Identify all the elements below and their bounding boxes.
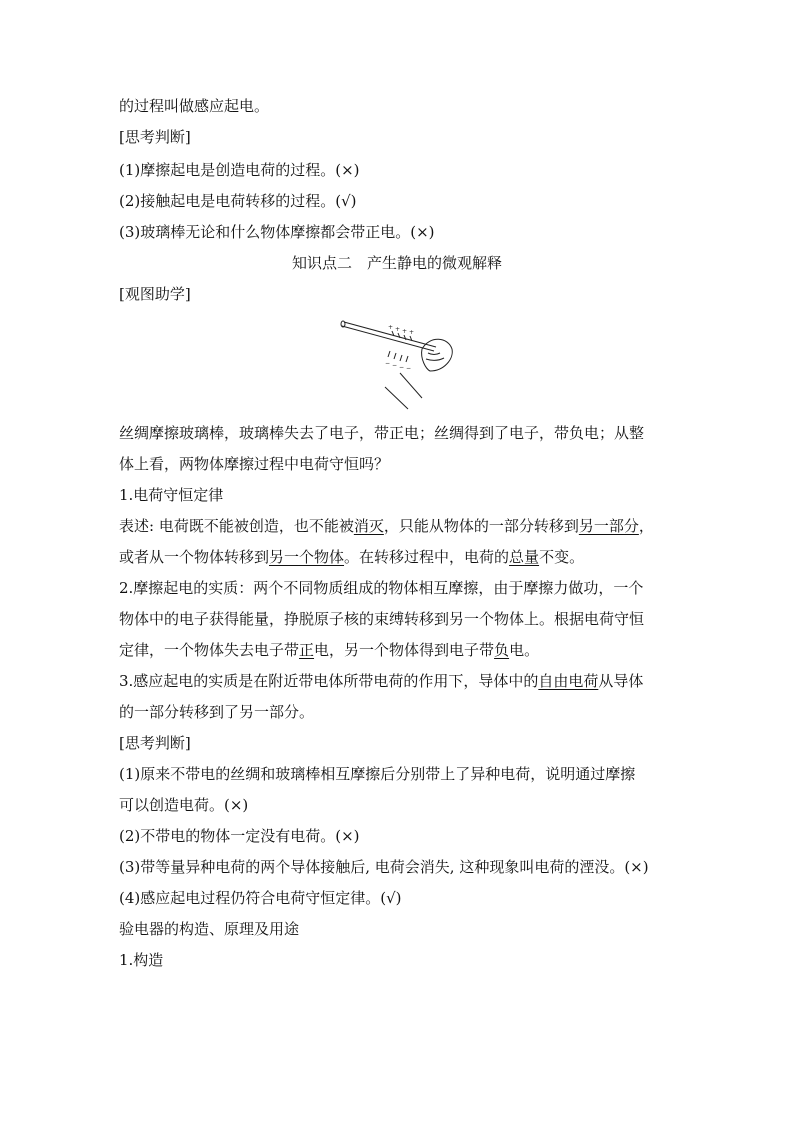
friction-essence-3: 定律，一个物体失去电子带正电，另一个物体得到电子带负电。 xyxy=(119,641,540,659)
conservation-statement-2: 或者从一个物体转移到另一个物体。在转移过程中，电荷的总量不变。 xyxy=(119,548,585,566)
think-heading-2: [思考判断] xyxy=(119,734,191,752)
judgment-1: (1)摩擦起电是创造电荷的过程。(×) xyxy=(119,161,360,179)
silk-cloth-line-2 xyxy=(385,387,408,409)
judgment-2-3: (3)带等量异种电荷的两个导体接触后, 电荷会消失, 这种现象叫电荷的湮没。(×) xyxy=(119,858,649,876)
friction-essence-1: 2.摩擦起电的实质：两个不同物质组成的物体相互摩擦，由于摩擦力做功，一个 xyxy=(119,579,644,597)
judgment-2-4: (4)感应起电过程仍符合电荷守恒定律。(√) xyxy=(119,889,402,907)
conservation-statement-1: 表述: 电荷既不能被创造，也不能被消灭，只能从物体的一部分转移到另一部分， xyxy=(119,517,654,535)
induction-essence-1: 3.感应起电的实质是在附近带电体所带电荷的作用下，导体中的自由电荷从导体 xyxy=(119,672,644,690)
electroscope-title: 验电器的构造、原理及用途 xyxy=(119,920,300,938)
judgment-2-2: (2)不带电的物体一定没有电荷。(×) xyxy=(119,827,360,845)
think-heading-1: [思考判断] xyxy=(119,128,191,146)
hand-with-silk xyxy=(422,339,453,371)
svg-text:+: + xyxy=(409,329,415,336)
glass-rod-silk-figure xyxy=(340,313,460,413)
svg-text:−: − xyxy=(385,360,391,367)
intro-line: 的过程叫做感应起电。 xyxy=(119,97,270,115)
question-line-1: 丝绸摩擦玻璃棒，玻璃棒失去了电子，带正电；丝绸得到了电子，带负电；从整 xyxy=(119,424,645,442)
svg-text:+: + xyxy=(402,328,408,335)
svg-text:−: − xyxy=(406,365,412,372)
svg-text:−: − xyxy=(392,362,398,369)
svg-text:−: − xyxy=(399,364,405,371)
friction-essence-2: 物体中的电子获得能量，挣脱原子核的束缚转移到另一个物体上。根据电荷守恒 xyxy=(119,610,645,628)
judgment-2: (2)接触起电是电荷转移的过程。(√) xyxy=(119,192,357,210)
conservation-heading: 1.电荷守恒定律 xyxy=(119,486,224,504)
svg-text:+: + xyxy=(388,324,394,331)
svg-text:+: + xyxy=(395,326,401,333)
judgment-2-1-line-1: (1)原来不带电的丝绸和玻璃棒相互摩擦后分别带上了异种电荷，说明通过摩擦 xyxy=(119,765,636,783)
judgment-2-1-line-2: 可以创造电荷。(×) xyxy=(119,796,249,814)
judgment-3: (3)玻璃棒无论和什么物体摩擦都会带正电。(×) xyxy=(119,223,435,241)
induction-essence-2: 的一部分转移到了另一部分。 xyxy=(119,703,315,721)
observe-heading: [观图助学] xyxy=(119,285,191,303)
question-line-2: 体上看，两物体摩擦过程中电荷守恒吗？ xyxy=(119,455,390,473)
construct-heading: 1.构造 xyxy=(119,951,164,969)
section-title: 知识点二 产生静电的微观解释 xyxy=(291,254,502,272)
silk-cloth-line-1 xyxy=(400,373,422,398)
